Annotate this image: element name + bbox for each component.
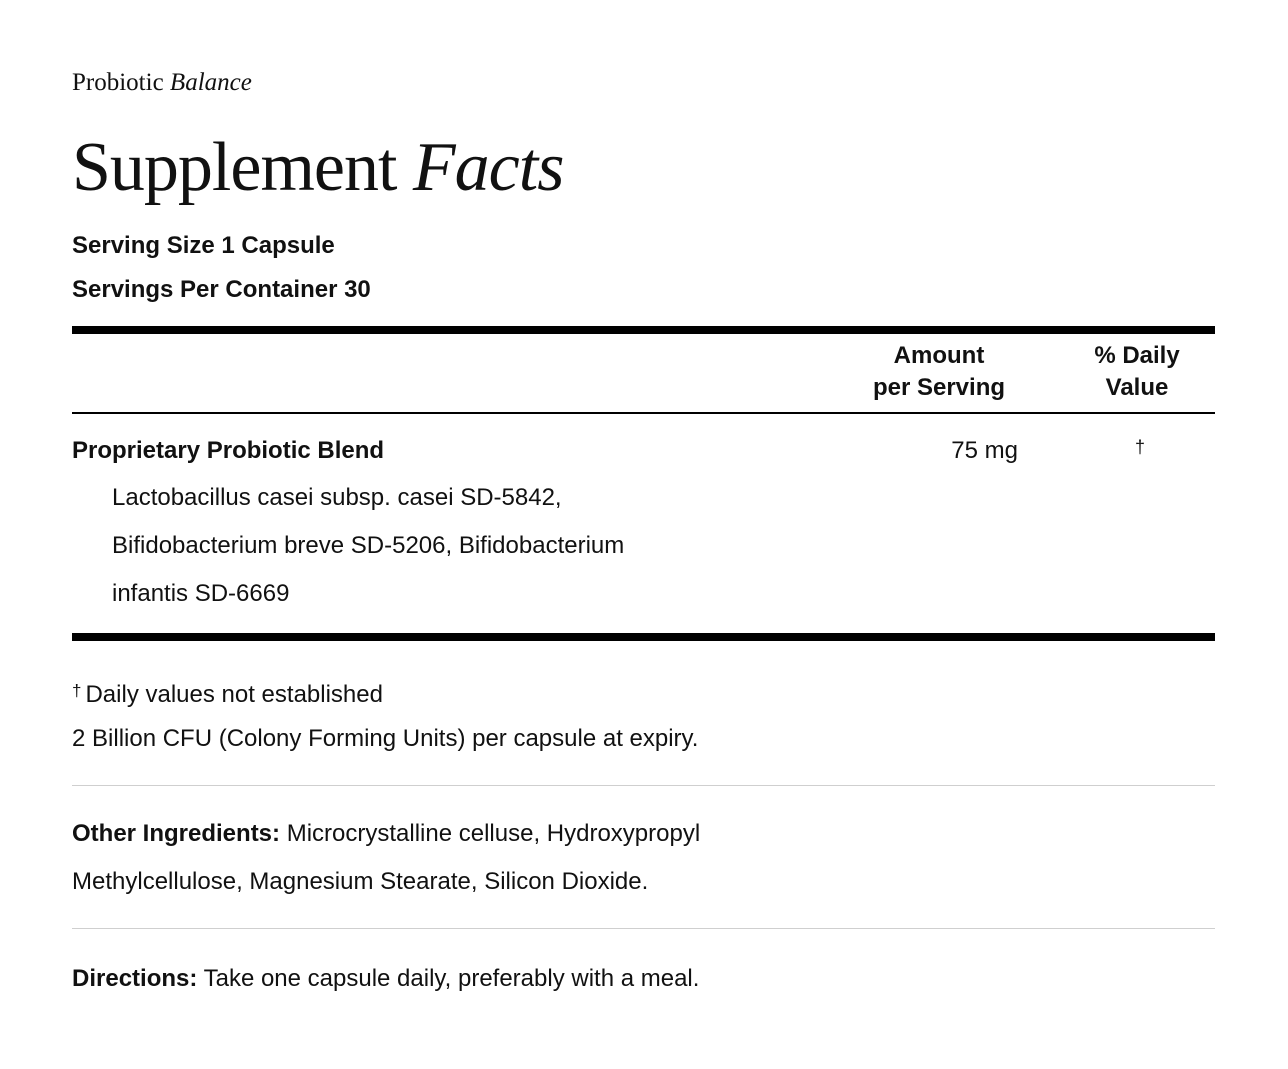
daily-values-note: Daily values not established bbox=[85, 681, 383, 708]
strain-line-1: Lactobacillus casei subsp. casei SD-5842, bbox=[112, 484, 562, 511]
blend-strain-list bbox=[112, 474, 752, 618]
top-thick-divider bbox=[72, 326, 1215, 334]
servings-per-container: Servings Per Container 30 bbox=[72, 276, 371, 303]
light-divider-2 bbox=[72, 928, 1215, 929]
table-row-daily-value: † bbox=[1134, 437, 1145, 457]
directions-label: Directions: bbox=[72, 965, 198, 992]
serving-size: Serving Size 1 Capsule bbox=[72, 232, 335, 259]
product-name-italic: Balance bbox=[169, 69, 252, 96]
bottom-thick-divider bbox=[72, 633, 1215, 641]
column-header-amount-line2: per Serving bbox=[872, 374, 1006, 401]
page-title bbox=[72, 128, 563, 208]
other-ingredients-label: Other Ingredients: bbox=[72, 820, 281, 847]
title-italic: Facts bbox=[412, 129, 564, 206]
column-header-amount-line1: Amount bbox=[893, 342, 985, 369]
table-row-amount: 75 mg bbox=[951, 437, 1018, 464]
dagger-symbol: † bbox=[72, 681, 82, 700]
strain-line-2: Bifidobacterium breve SD-5206, Bifidobacterium bbox=[112, 532, 625, 559]
column-header-daily-value bbox=[1072, 340, 1202, 404]
header-divider bbox=[72, 412, 1215, 414]
light-divider-1 bbox=[72, 785, 1215, 786]
directions bbox=[72, 963, 699, 995]
other-ingredients-text: Microcrystalline celluse, Hydroxypropyl Methylcellulose, Magnesium Stearate, Silicon Dioxide. bbox=[72, 820, 701, 895]
other-ingredients bbox=[72, 810, 812, 906]
table-row-name: Proprietary Probiotic Blend bbox=[72, 437, 385, 464]
column-header-dv-line1: % Daily bbox=[1094, 342, 1180, 369]
directions-text: Take one capsule daily, preferably with a meal. bbox=[203, 965, 700, 992]
column-header-dv-line2: Value bbox=[1105, 374, 1169, 401]
daily-values-footnote bbox=[72, 675, 383, 711]
strain-line-3: infantis SD-6669 bbox=[112, 580, 290, 607]
product-name-regular: Probiotic bbox=[72, 69, 164, 96]
title-regular: Supplement bbox=[72, 129, 397, 206]
column-header-amount bbox=[852, 340, 1026, 404]
cfu-footnote: 2 Billion CFU (Colony Forming Units) per capsule at expiry. bbox=[72, 725, 699, 752]
product-name bbox=[72, 66, 252, 100]
